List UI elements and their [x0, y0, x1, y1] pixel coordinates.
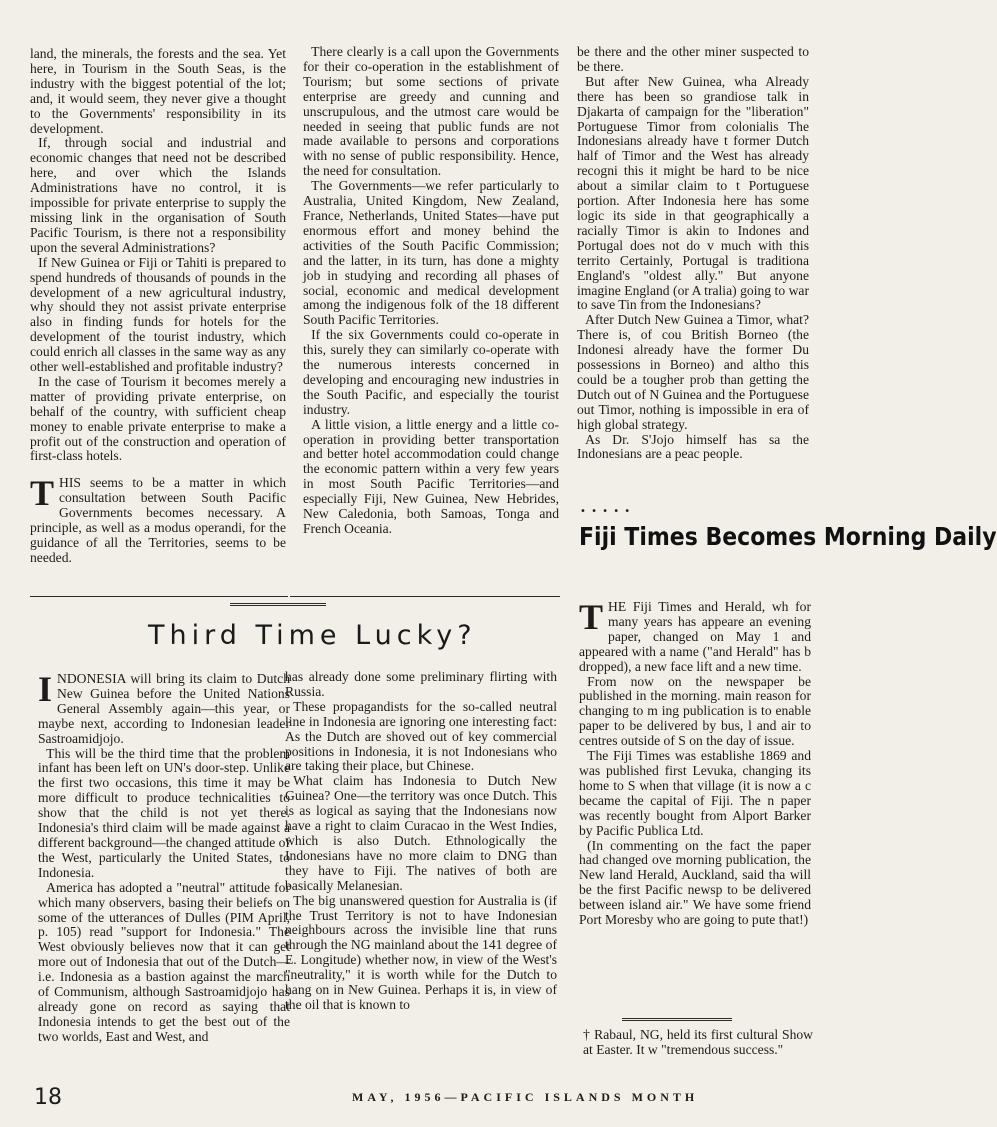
- dropcap-paragraph: [38, 669, 290, 747]
- headline-third-time-lucky: Third Time Lucky?: [148, 620, 477, 651]
- paragraph: What claim has Indonesia to Dutch New Guinea? One—the territory was once Dutch. This is as logical as saying that the Indonesians now have a right to claim Curacao in the West Indies, which is also Dutch. Ethnologically the Indonesians have no more claim to DNG than they have to Fiji. The natives of both are basically Melanesian.: [285, 773, 557, 893]
- paragraph: The Fiji Times was establishe 1869 and was published first Levuka, changing its home to S when that village (it is now a c became the capital of Fiji. The n paper was recently bought from Alport Barker by Pacific Publica Ltd.: [579, 748, 811, 838]
- tourism-column-1: [30, 47, 286, 587]
- paragraph: If, through social and industrial and economic changes that need not be described here, and over which the Islands Administrations have no control, it is impossible for private enterprise to supply the missing link in the organisation of South Pacific Tourism, is there not a responsibility upon the several Administrations?: [30, 135, 286, 255]
- paragraph: † Rabaul, NG, held its first cultural Show at Easter. It w "tremendous success.": [583, 1027, 813, 1057]
- indonesia-column-continued: [577, 45, 809, 497]
- decorative-dots: • • • • •: [580, 506, 632, 517]
- divider-rule: [230, 603, 326, 606]
- dropcap-paragraph: [30, 473, 286, 565]
- third-time-column-1: [38, 669, 290, 1047]
- paragraph-text: HE Fiji Times and Herald, wh for many years has appeare an evening paper, changed on May 1 and appeared with a name ("and Herald" has b dropped), a new face lift and a new time.: [579, 599, 811, 674]
- paragraph: If New Guinea or Fiji or Tahiti is prepared to spend hundreds of thousands of pounds in the development of a new agricultural industry, why should they not assist private enterprise also in finding funds for hotels for the development of the tourist industry, which could enrich all classes in the same way as any other well-established and profitable industry?: [30, 254, 286, 375]
- third-time-column-2: [285, 670, 557, 1055]
- fiji-times-column: [579, 597, 811, 1030]
- divider-rule: [290, 596, 560, 597]
- paragraph: land, the minerals, the forests and the sea. Yet here, in Tourism in the South Seas, is the industry with the biggest potential of the lot; and, it would seem, they never give a thought to the Governments' responsibility in its development.: [30, 46, 286, 136]
- paragraph: But after New Guinea, wha Already there has been so grandiose talk in Djakarta of campaign for the "liberation" Portuguese Timor from colonialis The Indonesians already have t former Dutch half of Timor and the West has already recogni this it might be hard to be nice about a similar claim to t Portuguese portion. After Indonesia here has some logic its side in that geographically a racially Timor is akin to Indones and Portugal does not do v much with this territo Certainly, Portugal is traditiona England's "oldest ally." But anyone imagine England (or A tralia) going to war to save Tin from the Indonesians?: [577, 73, 809, 313]
- paragraph: This will be the third time that the problem infant has been left on UN's door-step. Unlike the first two occasions, this time it may be more difficult to produce technicalities to show that the child is not yet there. Indonesia's third claim will be made against a different background—the changed attitude of the West, particularly the United States, to Indonesia.: [38, 745, 290, 880]
- paragraph: has already done some preliminary flirting with Russia.: [285, 669, 557, 699]
- paragraph: The big unanswered question for Australia is (if the Trust Territory is not to have Indonesian neighbours across the invisible line that runs through the NG mainland about the 141 degree of E. Longitude) whether now, in view of the West's "neutrality," it is worth while for the Dutch to hang on in New Guinea. Perhaps it is, in view of the oil that is known to: [285, 892, 557, 1012]
- paragraph: America has adopted a "neutral" attitude for which many observers, basing their beliefs on some of the utterances of Dulles (PIM April, p. 105) read "support for Indonesia." The West obviously believes now that it can get more out of Indonesia that out of the Dutch—i.e. Indonesia as a bastion against the march of Communism, although Sastroamidjojo has already gone on record as saying that Indonesia intends to get the best out of the two worlds, East and West, and: [38, 879, 290, 1044]
- paragraph: From now on the newspaper be published in the morning. main reason for changing to m ing publication is to enable paper to be delivered by bus, l and air to centres outside of S on the day of issue.: [579, 673, 811, 749]
- dropcap: T: [579, 597, 604, 637]
- paragraph: The Governments—we refer particularly to Australia, United Kingdom, New Zealand, France, Netherlands, United States—have put enormous effort and money behind the activities of the South Pacific Commission; and the latter, in its turn, has done a mighty job in studying and recording all phases of social, economic and medical development among the indigenous folk of the 18 different South Pacific Territories.: [303, 178, 559, 328]
- paragraph: These propagandists for the so-called neutral line in Indonesia are ignoring one interesting fact: As the Dutch are shoved out of key commercial positions in Indonesia, it is not Indonesians who are taking their place, but Chinese.: [285, 698, 557, 774]
- divider-rule: [622, 1018, 732, 1021]
- paragraph: be there and the other miner suspected to be there.: [577, 44, 809, 74]
- paragraph: A little vision, a little energy and a little co-operation in providing better transportation and better hotel accommodation could change the economic pattern within a very few years in most South Pacific Territories—and especially Fiji, New Guinea, New Hebrides, New Caledonia, both Samoas, Tonga and French Oceania.: [303, 416, 559, 536]
- dropcap: I: [38, 669, 53, 709]
- paragraph: If the six Governments could co-operate in this, surely they can similarly co-operate with the numerous interests concerned in developing and encouraging new industries in the South Pacific, and especially the tourist industry.: [303, 327, 559, 417]
- paragraph: (In commenting on the fact the paper had changed ove morning publication, the New land Herald, Auckland, said tha will be the first Pacific newsp to be delivered between island air." We have some friend Port Moresby who are going to pute that!): [579, 837, 811, 928]
- headline-fiji-times: Fiji Times Becomes Morning Daily: [579, 522, 997, 551]
- divider-rule: [30, 596, 288, 597]
- paragraph-text: HIS seems to be a matter in which consultation between South Pacific Governments becomes necessary. A principle, as well as a modus operandi, for the guidance of all the Territories, seems to be needed.: [30, 475, 286, 565]
- tourism-column-2: [303, 45, 559, 593]
- paragraph-text: NDONESIA will bring its claim to Dutch New Guinea before the United Nations General Assembly again—this year, or maybe next, according to Indonesian leader Sastroamidjojo.: [38, 671, 290, 746]
- paragraph: In the case of Tourism it becomes merely a matter of providing private enterprise, on behalf of the country, with sufficient cheap money to enable private enterprise to make a profit out of the construction and operation of first-class hotels.: [30, 373, 286, 464]
- running-footer: MAY, 1956—PACIFIC ISLANDS MONTH: [352, 1090, 699, 1104]
- rabaul-note: [583, 1028, 813, 1068]
- paragraph: As Dr. S'Jojo himself has sa the Indonesians are a peac people.: [577, 431, 809, 462]
- page-number: 18: [34, 1085, 62, 1110]
- paragraph: There clearly is a call upon the Governments for their co-operation in the establishment of Tourism; but some sections of private enterprise are greedy and cunning and unscrupulous, and the utmost care would be needed in seeing that public funds are not made available to persons and corporations with no sense of public responsibility. Hence, the need for consultation.: [303, 44, 559, 179]
- dropcap: T: [30, 473, 55, 514]
- paragraph: After Dutch New Guinea a Timor, what? There is, of cou British Borneo (the Indonesi already have the former Du possessions in Borneo) and altho this could be a tougher prob than getting the Dutch out of N Guinea and the Portuguese out Timor, nothing is impossible in era of high global strategy.: [577, 312, 809, 432]
- dropcap-paragraph: [579, 597, 811, 675]
